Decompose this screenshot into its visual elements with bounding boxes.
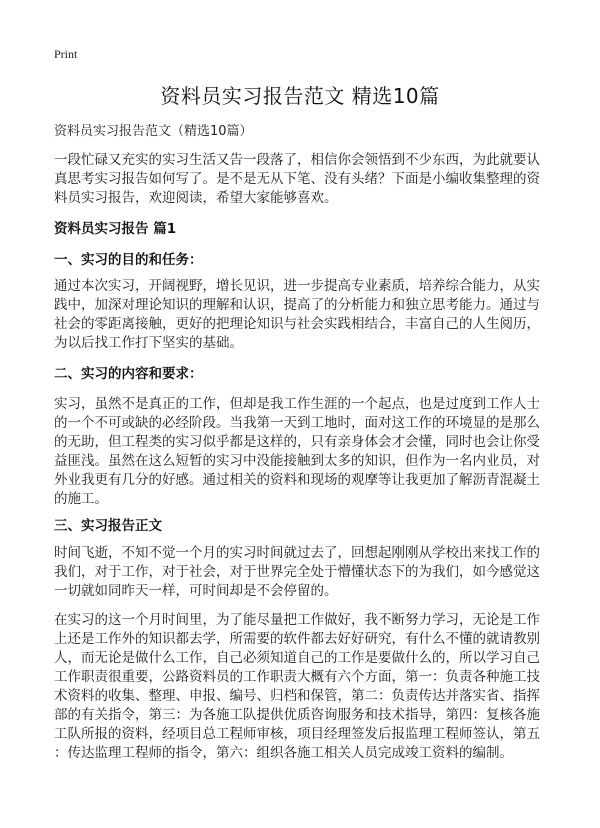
section-3-paragraph-2 (54, 611, 554, 763)
text-line: 践中，加深对理论知识的理解和认识，提高了的分析能力和独立思考能力。通过与 (54, 297, 540, 313)
intro-paragraph (54, 151, 554, 208)
text-line: 上还是工作外的知识都去学，所需要的软件都去好好研究，有什么不懂的就请教别 (54, 631, 540, 647)
text-line: 真思考实习报告如何写了。是不是无从下笔、没有头绪？下面是小编收集整理的资 (54, 171, 540, 187)
text-line: 我们，对于工作，对于社会，对于世界完全处于懵懂状态下的为我们，如今感觉这 (54, 564, 540, 580)
section-heading-3: 三、实习报告正文 (54, 518, 162, 534)
section-1-paragraph (54, 277, 554, 353)
text-line: ：传达监理工程师的指令，第六：组织各施工相关人员完成竣工资料的编制。 (54, 745, 513, 761)
section-title: 资料员实习报告 篇1 (54, 221, 177, 237)
section-heading-1: 一、实习的目的和任务： (54, 252, 203, 268)
text-line: 的一个不可或缺的必经阶段。当我第一天到工地时，面对这工作的环境显的是那么 (54, 415, 540, 431)
text-line: 人，而无论是做什么工作，自己必须知道自己的工作是要做什么的，所以学习自己 (54, 650, 540, 666)
print-label: Print (54, 47, 78, 61)
text-line: 益匪浅。虽然在这么短暂的实习中没能接触到太多的知识，但作为一名内业员，对 (54, 453, 540, 469)
text-line: 的施工。 (54, 491, 108, 507)
section-2-paragraph (54, 395, 554, 509)
section-3-paragraph-1 (54, 544, 554, 601)
text-line: 的无助，但工程类的实习似乎都是这样的，只有亲身体会才会懂，同时也会让你受 (54, 434, 540, 450)
text-line: 料员实习报告，欢迎阅读，希望大家能够喜欢。 (54, 190, 338, 206)
text-line: 在实习的这一个月时间里，为了能尽量把工作做好，我不断努力学习，无论是工作 (54, 612, 540, 628)
document-subtitle: 资料员实习报告范文（精选10篇） (54, 124, 253, 139)
text-line: 部的有关指令，第三：为各施工队提供优质咨询服务和技术指导，第四：复核各施 (54, 707, 540, 723)
text-line: 一段忙碌又充实的实习生活又告一段落了，相信你会领悟到不少东西，为此就要认 (54, 152, 540, 168)
text-line: 实习，虽然不是真正的工作，但却是我工作生涯的一个起点，也是过度到工作人士 (54, 396, 540, 412)
text-line: 外业我更有几分的好感。通过相关的资料和现场的观摩等让我更加了解沥青混凝土 (54, 472, 540, 488)
text-line: 一切就如同昨天一样，可时间却是不会停留的。 (54, 583, 338, 599)
document-title: 资料员实习报告范文 精选10篇 (160, 84, 440, 108)
text-line: 术资料的收集、整理、申报、编号、归档和保管，第二：负责传达并落实省、指挥 (54, 688, 540, 704)
text-line: 通过本次实习，开阔视野，增长见识，进一步提高专业素质，培养综合能力，从实 (54, 278, 540, 294)
text-line: 工队所报的资料，经项目总工程师审核，项目经理签发后报监理工程师签认，第五 (54, 726, 540, 742)
text-line: 为以后找工作打下坚实的基础。 (54, 335, 243, 351)
text-line: 时间飞逝，不知不觉一个月的实习时间就过去了，回想起刚刚从学校出来找工作的 (54, 545, 540, 561)
text-line: 工作职责很重要，公路资料员的工作职责大概有六个方面，第一：负责各种施工技 (54, 669, 540, 685)
section-heading-2: 二、实习的内容和要求： (54, 366, 203, 382)
text-line: 社会的零距离接触，更好的把理论知识与社会实践相结合，丰富自己的人生阅历， (54, 316, 540, 332)
